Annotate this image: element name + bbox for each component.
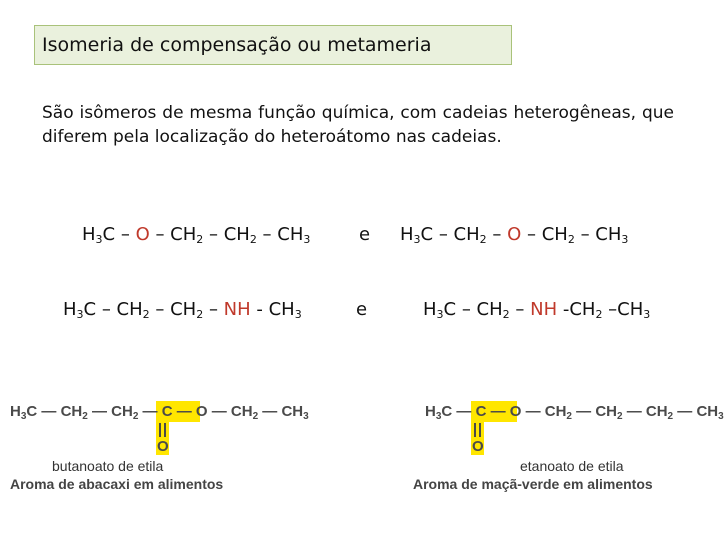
- ester-name-left: butanoato de etila: [52, 458, 164, 474]
- structure-butanoate: $H_3C$ — $CH_2$ — $CH_2$ — C — O — $CH_2$ — $CH_3$: [10, 403, 309, 422]
- carbonyl-oxygen: O: [472, 438, 484, 455]
- formula-ether-left: $H_3C$ – O – $CH_2 - CH_2 - CH_3$: [82, 224, 311, 246]
- carbonyl-oxygen: O: [157, 438, 169, 455]
- aroma-left: Aroma de abacaxi em alimentos: [10, 476, 224, 492]
- formula-amine-left: $H_3C - CH_2 - CH_2$ – NH - $CH_3$: [63, 299, 302, 321]
- double-bond: [159, 423, 161, 437]
- formula-amine-right: $H_3C - CH_2$ – NH $-CH_2$ $-CH_3$: [423, 299, 651, 321]
- heteroatom: NH: [530, 299, 558, 320]
- heteroatom: O: [507, 224, 522, 245]
- heteroatom: O: [135, 224, 150, 245]
- heteroatom: NH: [223, 299, 251, 320]
- connector-e: e: [359, 224, 371, 245]
- double-bond: [479, 423, 481, 437]
- formula-ether-right: $H_3C - CH_2$ – O – $CH_2 - CH_3$: [400, 224, 629, 246]
- double-bond: [164, 423, 166, 437]
- structure-ethanoate: $H_3C$ — C — O — $CH_2$ — $CH_2$ — $CH_2$ — $CH_3$: [425, 403, 724, 422]
- double-bond: [474, 423, 476, 437]
- ester-name-right: etanoato de etila: [520, 458, 624, 474]
- slide-title: [34, 25, 512, 65]
- aroma-right: Aroma de maçã-verde em alimentos: [413, 476, 653, 492]
- connector-e: e: [356, 299, 368, 320]
- definition-paragraph: São isômeros de mesma função química, com cadeias heterogêneas, que diferem pela localização do heteroátomo nas cadeias.: [42, 103, 674, 147]
- slide-title-text: Isomeria de compensação ou metameria: [42, 34, 432, 56]
